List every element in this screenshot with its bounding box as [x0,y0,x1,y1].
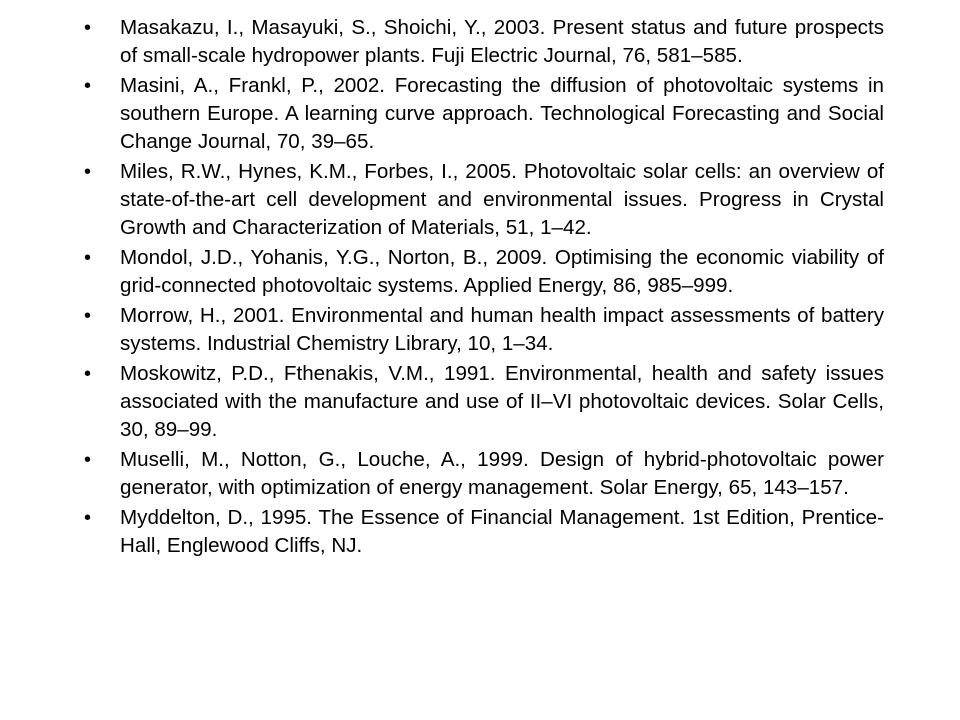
reference-item [84,302,884,358]
reference-item [84,504,884,560]
reference-text: Moskowitz, P.D., Fthenakis, V.M., 1991. Environmental, health and safety issues associated with the manufacture and use of II–VI photovoltaic devices. Solar Cells, 30, 89–99. [120,362,884,441]
bullet-icon: • [84,363,92,385]
reference-text: Muselli, M., Notton, G., Louche, A., 1999. Design of hybrid-photovoltaic power generator, with optimization of energy management. Solar Energy, 65, 143–157. [120,448,884,499]
bullet-icon: • [84,17,92,39]
reference-item [84,360,884,444]
bullet-icon: • [84,161,92,183]
reference-text: Mondol, J.D., Yohanis, Y.G., Norton, B., 2009. Optimising the economic viability of grid-connected photovoltaic systems. Applied Energy, 86, 985–999. [120,246,884,297]
bullet-icon: • [84,449,92,471]
reference-text: Masakazu, I., Masayuki, S., Shoichi, Y., 2003. Present status and future prospects of small-scale hydropower plants. Fuji Electric Journal, 76, 581–585. [120,16,884,67]
reference-text: Masini, A., Frankl, P., 2002. Forecasting the diffusion of photovoltaic systems in southern Europe. A learning curve approach. Technological Forecasting and Social Change Journal, 70, 39–65. [120,74,884,153]
reference-text: Myddelton, D., 1995. The Essence of Financial Management. 1st Edition, Prentice-Hall, Englewood Cliffs, NJ. [120,506,884,557]
bullet-icon: • [84,305,92,327]
bullet-icon: • [84,247,92,269]
reference-item [84,446,884,502]
bullet-icon: • [84,507,92,529]
reference-list [84,14,884,562]
bullet-icon: • [84,75,92,97]
reference-item [84,158,884,242]
reference-item [84,244,884,300]
reference-text: Miles, R.W., Hynes, K.M., Forbes, I., 2005. Photovoltaic solar cells: an overview of state-of-the-art cell development and environmental issues. Progress in Crystal Growth and Characterization of Materials, 51, 1–42. [120,160,884,239]
reference-item [84,72,884,156]
reference-text: Morrow, H., 2001. Environmental and human health impact assessments of battery systems. Industrial Chemistry Library, 10, 1–34. [120,304,884,355]
reference-item [84,14,884,70]
